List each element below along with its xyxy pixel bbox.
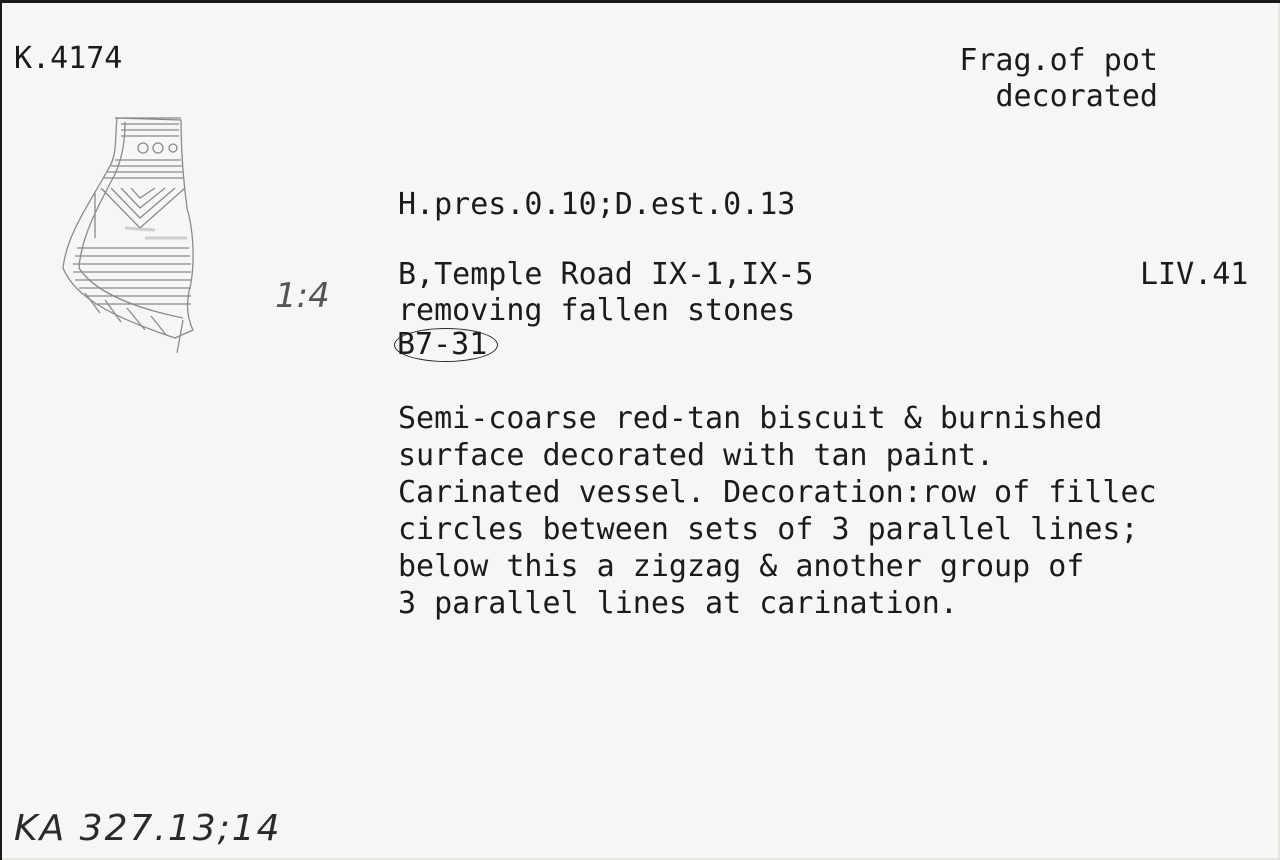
findspot: B,Temple Road IX-1,IX-5 xyxy=(398,257,814,292)
description-line-5: below this a zigzag & another group of xyxy=(398,549,1085,584)
description-line-4: circles between sets of 3 parallel lines; xyxy=(398,512,1139,547)
context-code-wrapper xyxy=(398,326,498,363)
card-left-edge xyxy=(0,0,2,860)
object-name-line-1: Frag.of pot xyxy=(959,43,1158,78)
description-line-6: 3 parallel lines at carination. xyxy=(398,586,958,621)
findspot-note: removing fallen stones xyxy=(398,293,796,328)
description-line-1: Semi-coarse red-tan biscuit & burnished xyxy=(398,401,1103,436)
catalog-number: K.4174 xyxy=(14,41,123,76)
archive-reference: KA 327.13;14 xyxy=(14,808,282,849)
object-name-line-2: decorated xyxy=(995,79,1158,114)
scale-label: 1:4 xyxy=(275,276,330,316)
dimensions: H.pres.0.10;D.est.0.13 xyxy=(398,187,796,222)
notebook-reference: LIV.41 xyxy=(1140,257,1249,292)
card-top-edge xyxy=(0,0,1280,3)
pot-fragment-sketch xyxy=(55,108,215,358)
context-code: B7-31 xyxy=(394,328,498,362)
description-line-3: Carinated vessel. Decoration:row of fillec xyxy=(398,475,1157,510)
description-line-2: surface decorated with tan paint. xyxy=(398,438,995,473)
